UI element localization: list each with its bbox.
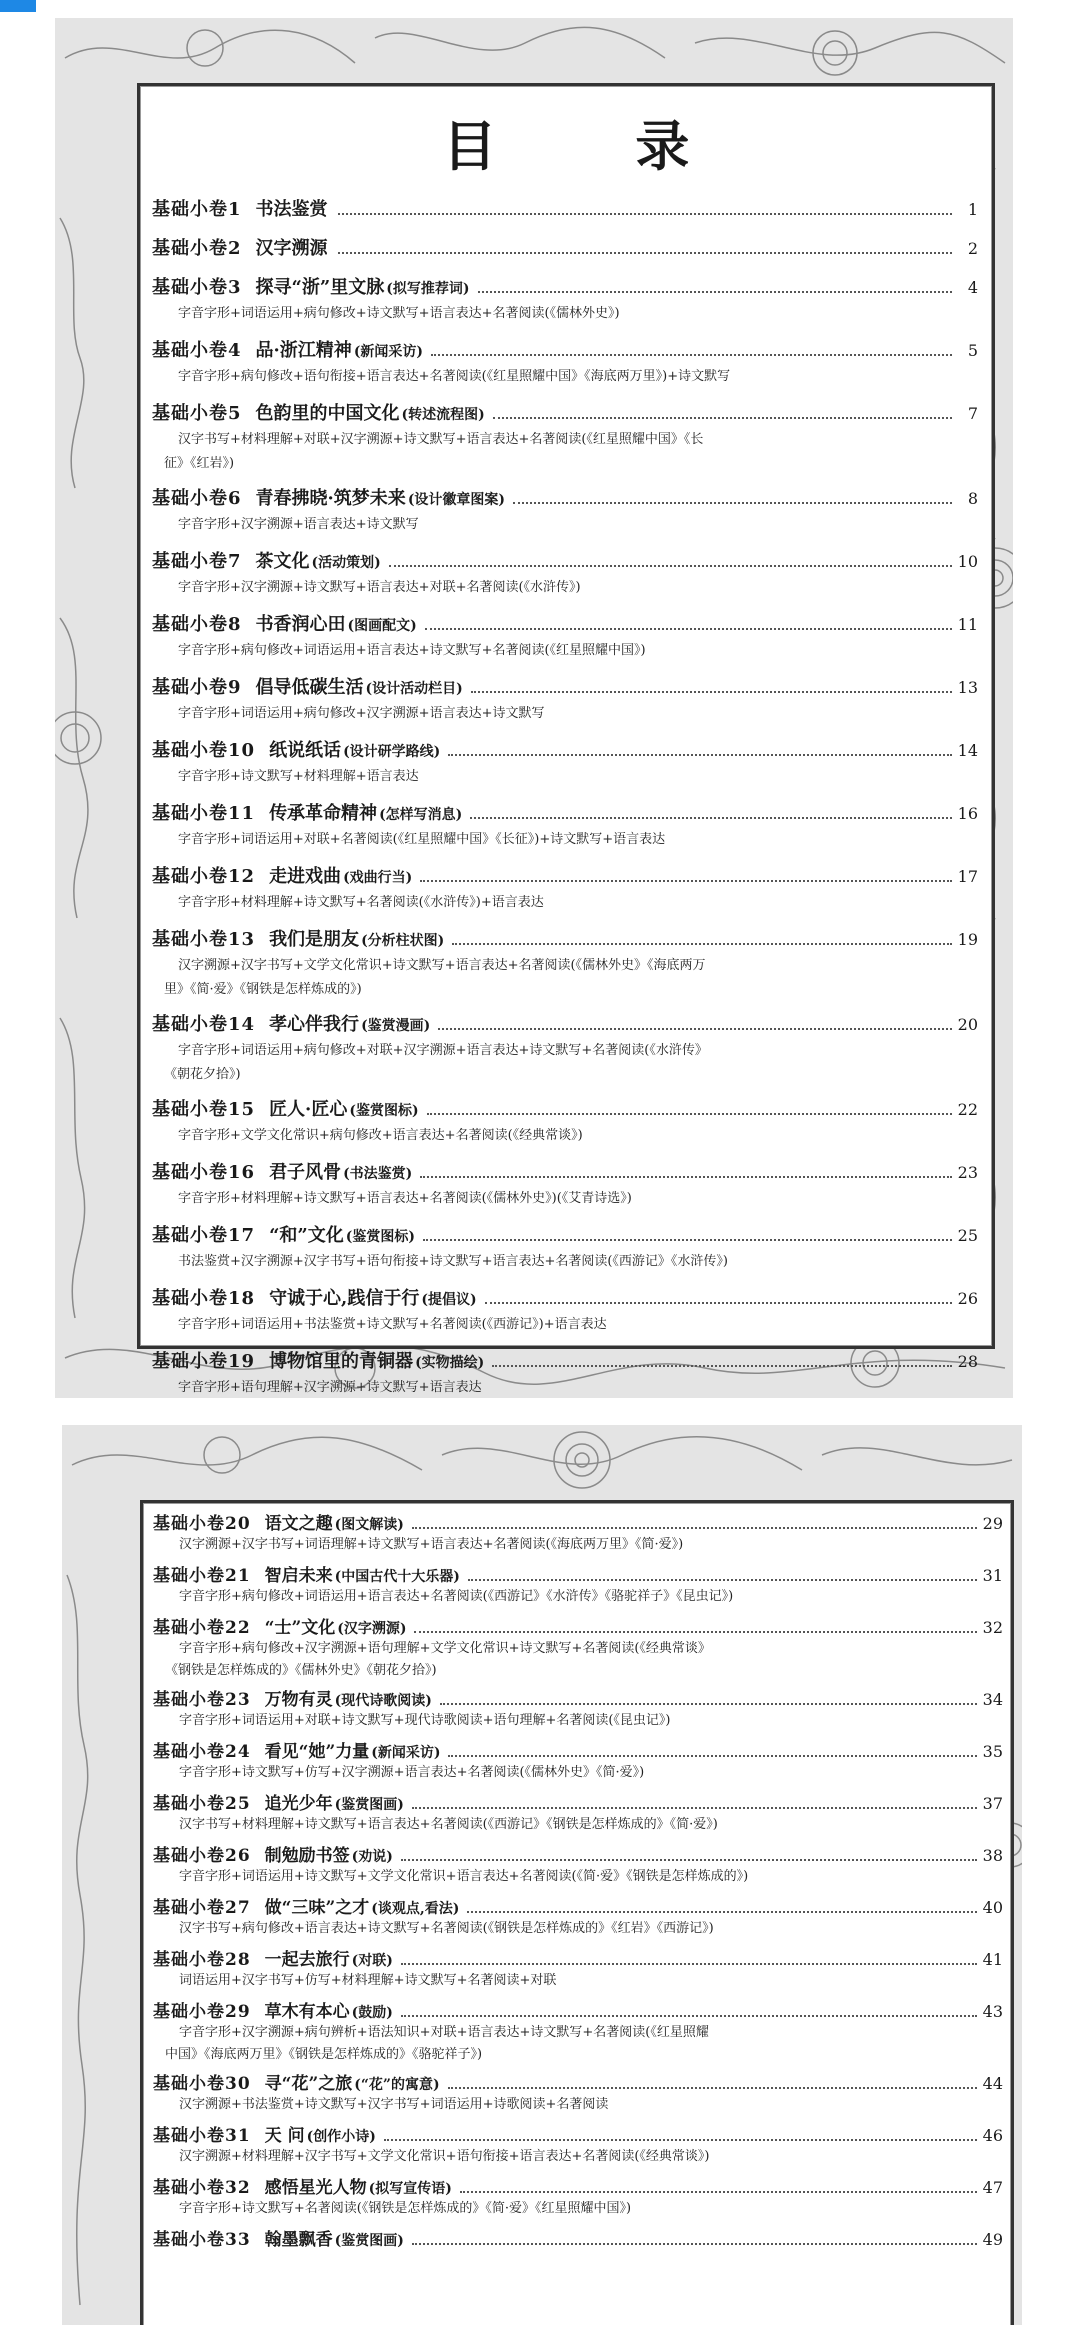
- toc-entry-label: 基础小卷8: [152, 614, 242, 635]
- toc-entry-line: [152, 273, 978, 303]
- toc-entry-title: 天 问: [264, 2126, 305, 2146]
- toc-entry-subtitle: (戏曲行当): [343, 870, 413, 886]
- toc-entry: [140, 336, 992, 399]
- toc-entry-label: 基础小卷20: [153, 1514, 251, 1534]
- dot-leader: [427, 1113, 952, 1115]
- toc-entry-page-number: 14: [957, 741, 978, 760]
- toc-entry-label: 基础小卷21: [153, 1566, 251, 1586]
- toc-entry: [143, 1893, 1011, 1945]
- dot-leader: [338, 252, 952, 254]
- dot-leader: [431, 354, 952, 356]
- toc-entry-label: 基础小卷2: [152, 238, 242, 259]
- toc-entry-detail: 中国》《海底两万里》《钢铁是怎样炼成的》《骆驼祥子》): [165, 2047, 483, 2062]
- dot-leader: [338, 213, 952, 215]
- toc-entry-line: [153, 2069, 1003, 2095]
- toc-entry: [140, 547, 992, 610]
- toc-entry-page-number: 40: [982, 1898, 1003, 1917]
- toc-panel-2: [140, 1500, 1014, 2325]
- toc-entry-page-number: 7: [967, 404, 978, 423]
- toc-entry-title: 茶文化: [255, 551, 310, 572]
- toc-entry-subtitle: (鼓励): [351, 2005, 393, 2021]
- toc-entry-subtitle: (“花”的寓意): [354, 2077, 440, 2093]
- toc-entry-detail: 字音字形+病句修改+汉字溯源+语句理解+文学文化常识+诗文默写+名著阅读(《经典常谈》: [179, 1641, 711, 1656]
- toc-panel-1: [137, 83, 995, 1395]
- toc-entry-title: 语文之趣: [264, 1514, 333, 1534]
- toc-entry-line: [152, 1347, 978, 1377]
- toc-entry-line: [153, 1841, 1003, 1867]
- toc-entry-subtitle: (鉴赏漫画): [361, 1018, 431, 1034]
- toc-entry-label: 基础小卷28: [153, 1950, 251, 1970]
- toc-entry-label: 基础小卷29: [153, 2002, 251, 2022]
- toc-entry-line: [152, 736, 978, 766]
- toc-entry: [143, 2173, 1011, 2225]
- toc-entry-page-number: 2: [967, 239, 978, 258]
- toc-entry-detail: 汉字书写+材料理解+诗文默写+语言表达+名著阅读(《西游记》《钢铁是怎样炼成的》《简·爱》): [179, 1817, 718, 1832]
- toc-entry: [143, 1737, 1011, 1789]
- toc-entry-label: 基础小卷30: [153, 2074, 251, 2094]
- dot-leader: [471, 691, 952, 693]
- dot-leader: [389, 565, 952, 567]
- toc-entry-label: 基础小卷17: [152, 1225, 256, 1246]
- toc-entry: [140, 195, 992, 234]
- toc-entry-line: [153, 2121, 1003, 2147]
- dot-leader: [485, 1302, 952, 1304]
- toc-entry-line: [152, 1095, 978, 1125]
- toc-entry-subtitle: (鉴赏图画): [334, 2233, 404, 2249]
- toc-entry-page-number: 44: [982, 2074, 1003, 2093]
- toc-entry-title: 我们是朋友: [269, 929, 360, 950]
- toc-entry-line: [153, 1509, 1003, 1535]
- toc-entry-title: 寻“花”之旅: [264, 2074, 353, 2094]
- toc-entry-page-number: 47: [982, 2178, 1003, 2197]
- toc-entry: [140, 862, 992, 925]
- toc-entry-subtitle: (鉴赏图画): [334, 1797, 404, 1813]
- dot-leader: [425, 628, 952, 630]
- toc-entry-detail: 字音字形+词语运用+书法鉴赏+诗文默写+名著阅读(《西游记》)+语言表达: [178, 1317, 607, 1332]
- toc-entry-page-number: 16: [957, 804, 978, 823]
- toc-entry-detail: 字音字形+词语运用+对联+诗文默写+现代诗歌阅读+语句理解+名著阅读(《昆虫记》): [179, 1713, 671, 1728]
- toc-entry-title: 守诚于心,践信于行: [269, 1288, 420, 1309]
- toc-entry-label: 基础小卷4: [152, 340, 242, 361]
- toc-entry-label: 基础小卷31: [153, 2126, 251, 2146]
- toc-entry-label: 基础小卷14: [152, 1014, 256, 1035]
- toc-entry-detail: 字音字形+诗文默写+名著阅读(《钢铁是怎样炼成的》《简·爱》《红星照耀中国》): [179, 2201, 632, 2216]
- dot-leader: [420, 1176, 951, 1178]
- toc-entry: [143, 1509, 1011, 1561]
- dot-leader: [401, 2015, 977, 2017]
- toc-entry-label: 基础小卷12: [152, 866, 256, 887]
- toc-entry-subtitle: (图文解读): [334, 1517, 404, 1533]
- toc-entry-title: “士”文化: [264, 1618, 336, 1638]
- dot-leader: [493, 417, 952, 419]
- toc-entry-label: 基础小卷24: [153, 1742, 251, 1762]
- toc-entry-title: “和”文化: [269, 1225, 344, 1246]
- toc-entry-title: 看见“她”力量: [264, 1742, 370, 1762]
- toc-entry-page-number: 11: [957, 615, 978, 634]
- toc-entry-subtitle: (分析柱状图): [361, 933, 445, 949]
- toc-entry-page-number: 22: [957, 1100, 978, 1119]
- toc-entry-subtitle: (鉴赏图标): [349, 1103, 419, 1119]
- toc-entry-title: 走进戏曲: [269, 866, 342, 887]
- toc-entry-page-number: 4: [967, 278, 978, 297]
- toc-entry-line: [152, 336, 978, 366]
- toc-entry-subtitle: (设计研学路线): [343, 744, 441, 760]
- toc-entry: [143, 1561, 1011, 1613]
- toc-entry-page-number: 46: [982, 2126, 1003, 2145]
- toc-entry-title: 书香润心田: [255, 614, 346, 635]
- toc-list-1: [140, 195, 992, 1398]
- toc-entry-detail: 字音字形+材料理解+诗文默写+语言表达+名著阅读(《儒林外史》)(《艾青诗选》): [178, 1191, 632, 1206]
- scan-page-1: [55, 18, 1013, 1398]
- toc-entry-page-number: 38: [982, 1846, 1003, 1865]
- toc-entry-label: 基础小卷7: [152, 551, 242, 572]
- toc-entry-line: [153, 1685, 1003, 1711]
- toc-entry-line: [152, 1221, 978, 1251]
- toc-entry-detail: 字音字形+材料理解+诗文默写+名著阅读(《水浒传》)+语言表达: [178, 895, 544, 910]
- toc-entry-title: 汉字溯源: [255, 238, 328, 259]
- toc-entry-subtitle: (新闻采访): [371, 1745, 441, 1761]
- toc-entry-title: 书法鉴赏: [255, 199, 328, 220]
- toc-entry: [140, 736, 992, 799]
- toc-entry-subtitle: (转述流程图): [401, 407, 485, 423]
- toc-entry-page-number: 20: [957, 1015, 978, 1034]
- toc-entry-detail: 字音字形+文学文化常识+病句修改+语言表达+名著阅读(《经典常谈》): [178, 1128, 583, 1143]
- toc-entry-title: 匠人·匠心: [269, 1099, 348, 1120]
- dot-leader: [412, 2243, 977, 2245]
- toc-entry: [140, 1158, 992, 1221]
- toc-entry: [140, 399, 992, 484]
- toc-entry: [140, 925, 992, 1010]
- dot-leader: [412, 1807, 977, 1809]
- toc-entry: [143, 1685, 1011, 1737]
- toc-entry-label: 基础小卷16: [152, 1162, 256, 1183]
- toc-entry-page-number: 31: [982, 1566, 1003, 1585]
- toc-entry-label: 基础小卷6: [152, 488, 242, 509]
- dot-leader: [414, 1631, 976, 1633]
- toc-entry-page-number: 17: [957, 867, 978, 886]
- toc-entry: [143, 2225, 1011, 2255]
- toc-entry: [140, 273, 992, 336]
- toc-entry-label: 基础小卷1: [152, 199, 242, 220]
- toc-entry-subtitle: (活动策划): [311, 555, 381, 571]
- toc-entry-detail: 汉字溯源+材料理解+汉字书写+文学文化常识+语句衔接+语言表达+名著阅读(《经典常谈》): [179, 2149, 710, 2164]
- toc-entry-line: [153, 2173, 1003, 2199]
- toc-entry-line: [153, 1737, 1003, 1763]
- dot-leader: [492, 1365, 951, 1367]
- scan-page-2: [62, 1425, 1022, 2325]
- toc-entry: [143, 1997, 1011, 2069]
- dot-leader: [438, 1028, 951, 1030]
- toc-entry: [140, 1284, 992, 1347]
- toc-entry-label: 基础小卷10: [152, 740, 256, 761]
- toc-entry-title: 追光少年: [264, 1794, 333, 1814]
- toc-entry-title: 品·浙江精神: [255, 340, 352, 361]
- toc-entry-detail: 字音字形+诗文默写+材料理解+语言表达: [178, 769, 419, 784]
- toc-list-2: [143, 1509, 1011, 2255]
- toc-entry-title: 做“三味”之才: [264, 1898, 370, 1918]
- toc-entry-title: 色韵里的中国文化: [255, 403, 400, 424]
- toc-entry-label: 基础小卷23: [153, 1690, 251, 1710]
- toc-entry: [140, 1095, 992, 1158]
- dot-leader: [412, 1527, 977, 1529]
- toc-entry-label: 基础小卷22: [153, 1618, 251, 1638]
- toc-entry-subtitle: (鉴赏图标): [345, 1229, 416, 1245]
- toc-entry-detail: 字音字形+汉字溯源+语言表达+诗文默写: [178, 517, 419, 532]
- dot-leader: [423, 1239, 952, 1241]
- toc-entry-label: 基础小卷18: [152, 1288, 256, 1309]
- toc-entry-subtitle: (谈观点,看法): [371, 1901, 460, 1917]
- toc-entry-label: 基础小卷27: [153, 1898, 251, 1918]
- toc-entry-detail: 字音字形+词语运用+病句修改+汉字溯源+语言表达+诗文默写: [178, 706, 545, 721]
- toc-entry-detail: 征》《红岩》): [164, 456, 235, 471]
- toc-entry-line: [153, 1893, 1003, 1919]
- toc-entry-page-number: 5: [967, 341, 978, 360]
- toc-entry-line: [153, 1613, 1003, 1639]
- dot-leader: [460, 2191, 977, 2193]
- toc-entry-page-number: 35: [982, 1742, 1003, 1761]
- toc-entry-subtitle: (拟写宣传语): [368, 2181, 452, 2197]
- toc-entry: [140, 234, 992, 273]
- toc-entry-label: 基础小卷32: [153, 2178, 251, 2198]
- toc-entry-line: [152, 610, 978, 640]
- toc-entry-page-number: 1: [967, 200, 978, 219]
- toc-entry-page-number: 34: [982, 1690, 1003, 1709]
- dot-leader: [452, 943, 951, 945]
- toc-entry-title: 一起去旅行: [264, 1950, 350, 1970]
- toc-entry-title: 倡导低碳生活: [255, 677, 364, 698]
- toc-entry-line: [152, 799, 978, 829]
- toc-entry: [143, 1841, 1011, 1893]
- toc-entry-detail: 汉字溯源+书法鉴赏+诗文默写+汉字书写+词语运用+诗歌阅读+名著阅读: [179, 2097, 609, 2112]
- toc-entry: [140, 484, 992, 547]
- dot-leader: [401, 1859, 977, 1861]
- toc-entry-detail: 字音字形+词语运用+对联+名著阅读(《红星照耀中国》《长征》)+诗文默写+语言表达: [178, 832, 666, 847]
- toc-entry-title: 孝心伴我行: [269, 1014, 360, 1035]
- toc-entry-subtitle: (提倡议): [421, 1292, 477, 1308]
- toc-entry-detail: 字音字形+词语运用+病句修改+对联+汉字溯源+语言表达+诗文默写+名著阅读(《水浒传》: [178, 1043, 708, 1058]
- toc-entry-page-number: 25: [957, 1226, 978, 1245]
- toc-entry-detail: 字音字形+病句修改+词语运用+语言表达+名著阅读(《西游记》《水浒传》《骆驼祥子》《昆虫记》): [179, 1589, 734, 1604]
- toc-entry-detail: 字音字形+汉字溯源+病句辨析+语法知识+对联+语言表达+诗文默写+名著阅读(《红星照耀: [179, 2025, 709, 2040]
- dot-leader: [467, 1911, 976, 1913]
- toc-entry-subtitle: (现代诗歌阅读): [334, 1693, 432, 1709]
- toc-entry-label: 基础小卷3: [152, 277, 242, 298]
- dot-leader: [478, 291, 953, 293]
- toc-entry-line: [152, 547, 978, 577]
- dot-leader: [470, 817, 951, 819]
- toc-entry-title: 传承革命精神: [269, 803, 378, 824]
- toc-entry-subtitle: (对联): [351, 1953, 393, 1969]
- toc-entry-line: [153, 1945, 1003, 1971]
- toc-entry-subtitle: (新闻采访): [353, 344, 424, 360]
- toc-entry-detail: 字音字形+病句修改+词语运用+语言表达+诗文默写+名著阅读(《红星照耀中国》): [178, 643, 646, 658]
- toc-entry-detail: 汉字溯源+汉字书写+词语理解+诗文默写+语言表达+名著阅读(《海底两万里》《简·爱》): [179, 1537, 684, 1552]
- toc-entry-line: [152, 1010, 978, 1040]
- dot-leader: [513, 502, 952, 504]
- toc-entry-page-number: 32: [982, 1618, 1003, 1637]
- toc-entry: [140, 673, 992, 736]
- toc-entry-title: 探寻“浙”里文脉: [255, 277, 385, 298]
- toc-entry-subtitle: (设计活动栏目): [365, 681, 463, 697]
- toc-entry-label: 基础小卷15: [152, 1099, 256, 1120]
- toc-entry-detail: 《朝花夕拾》): [164, 1067, 241, 1082]
- toc-entry-title: 万物有灵: [264, 1690, 333, 1710]
- toc-entry: [143, 1613, 1011, 1685]
- toc-entry: [140, 1221, 992, 1284]
- toc-entry-subtitle: (图画配文): [347, 618, 417, 634]
- toc-entry-page-number: 28: [957, 1352, 978, 1371]
- toc-entry: [143, 1789, 1011, 1841]
- toc-entry-page-number: 41: [982, 1950, 1003, 1969]
- toc-entry-detail: 词语运用+汉字书写+仿写+材料理解+诗文默写+名著阅读+对联: [179, 1973, 557, 1988]
- toc-entry-detail: 字音字形+词语运用+诗文默写+文学文化常识+语言表达+名著阅读(《简·爱》《钢铁是怎样炼成的》): [179, 1869, 749, 1884]
- toc-entry-line: [152, 1158, 978, 1188]
- toc-entry-line: [153, 1789, 1003, 1815]
- toc-entry-subtitle: (书法鉴赏): [343, 1166, 413, 1182]
- toc-entry-detail: 字音字形+病句修改+语句衔接+语言表达+名著阅读(《红星照耀中国》《海底两万里》)+诗文默写: [178, 369, 731, 384]
- toc-entry-line: [153, 2225, 1003, 2251]
- dot-leader: [401, 1963, 977, 1965]
- toc-entry-title: 青春拂晓·筑梦未来: [255, 488, 406, 509]
- toc-entry-detail: 汉字书写+材料理解+对联+汉字溯源+诗文默写+语言表达+名著阅读(《红星照耀中国》《长: [178, 432, 704, 447]
- toc-entry-label: 基础小卷11: [152, 803, 256, 824]
- toc-entry-label: 基础小卷33: [153, 2230, 251, 2250]
- toc-entry-subtitle: (汉字溯源): [337, 1621, 407, 1637]
- toc-entry-title: 草木有本心: [264, 2002, 350, 2022]
- toc-entry-subtitle: (拟写推荐词): [386, 281, 470, 297]
- toc-entry-label: 基础小卷9: [152, 677, 242, 698]
- dot-leader: [384, 2139, 977, 2141]
- toc-entry-line: [153, 1997, 1003, 2023]
- toc-entry-title: 感悟星光人物: [264, 2178, 367, 2198]
- dot-leader: [420, 880, 951, 882]
- toc-entry-detail: 书法鉴赏+汉字溯源+汉字书写+语句衔接+诗文默写+语言表达+名著阅读(《西游记》《水浒传》): [178, 1254, 728, 1269]
- toc-entry-line: [152, 234, 978, 264]
- toc-entry-subtitle: (设计徽章图案): [407, 492, 506, 508]
- toc-entry-page-number: 10: [957, 552, 978, 571]
- toc-entry-line: [152, 399, 978, 429]
- toc-entry-title: 制勉励书签: [264, 1846, 350, 1866]
- toc-entry-label: 基础小卷13: [152, 929, 256, 950]
- toc-entry-detail: 里》《简·爱》《钢铁是怎样炼成的》): [164, 982, 362, 997]
- toc-entry-detail: 汉字溯源+汉字书写+文学文化常识+诗文默写+语言表达+名著阅读(《儒林外史》《海底两万: [178, 958, 706, 973]
- toc-entry-subtitle: (创作小诗): [306, 2129, 376, 2145]
- toc-entry-page-number: 8: [967, 489, 978, 508]
- toc-title: 目 录: [442, 114, 750, 178]
- toc-entry-page-number: 49: [982, 2230, 1003, 2249]
- toc-entry-detail: 字音字形+语句理解+汉字溯源+诗文默写+语言表达: [178, 1380, 482, 1395]
- toc-entry-line: [152, 925, 978, 955]
- top-accent-tab: [0, 0, 36, 12]
- toc-entry: [143, 2121, 1011, 2173]
- toc-entry-line: [152, 673, 978, 703]
- toc-entry-page-number: 19: [957, 930, 978, 949]
- toc-entry-line: [152, 862, 978, 892]
- toc-entry: [140, 799, 992, 862]
- dot-leader: [468, 1579, 977, 1581]
- toc-entry-line: [152, 195, 978, 225]
- toc-entry-detail: 字音字形+词语运用+病句修改+诗文默写+语言表达+名著阅读(《儒林外史》): [178, 306, 620, 321]
- toc-entry-page-number: 26: [957, 1289, 978, 1308]
- toc-entry: [140, 1010, 992, 1095]
- toc-entry-line: [153, 1561, 1003, 1587]
- toc-entry-title: 博物馆里的青铜器: [269, 1351, 414, 1372]
- toc-entry-label: 基础小卷26: [153, 1846, 251, 1866]
- toc-entry-page-number: 23: [957, 1163, 978, 1182]
- toc-entry-label: 基础小卷19: [152, 1351, 256, 1372]
- toc-entry-title: 君子风骨: [269, 1162, 342, 1183]
- toc-entry-label: 基础小卷5: [152, 403, 242, 424]
- toc-entry-page-number: 37: [982, 1794, 1003, 1813]
- toc-entry-subtitle: (怎样写消息): [379, 807, 463, 823]
- toc-entry-detail: 字音字形+诗文默写+仿写+汉字溯源+语言表达+名著阅读(《儒林外史》《简·爱》): [179, 1765, 645, 1780]
- toc-entry: [143, 2069, 1011, 2121]
- toc-entry-detail: 汉字书写+病句修改+语言表达+诗文默写+名著阅读(《钢铁是怎样炼成的》《红岩》《西游记》): [179, 1921, 714, 1936]
- toc-entry-label: 基础小卷25: [153, 1794, 251, 1814]
- toc-entry-page-number: 29: [982, 1514, 1003, 1533]
- dot-leader: [448, 754, 951, 756]
- toc-entry-detail: 字音字形+汉字溯源+诗文默写+语言表达+对联+名著阅读(《水浒传》): [178, 580, 581, 595]
- toc-entry-subtitle: (实物描绘): [415, 1355, 485, 1371]
- toc-entry-subtitle: (中国古代十大乐器): [334, 1569, 460, 1585]
- toc-entry-subtitle: (劝说): [351, 1849, 393, 1865]
- toc-entry-line: [152, 1284, 978, 1314]
- toc-entry: [143, 1945, 1011, 1997]
- dot-leader: [448, 2087, 977, 2089]
- toc-entry-line: [152, 484, 978, 514]
- dot-leader: [448, 1755, 976, 1757]
- toc-entry-page-number: 43: [982, 2002, 1003, 2021]
- toc-entry: [140, 1347, 992, 1398]
- dot-leader: [440, 1703, 977, 1705]
- toc-entry-page-number: 13: [957, 678, 978, 697]
- toc-entry-title: 纸说纸话: [269, 740, 342, 761]
- toc-entry-detail: 《钢铁是怎样炼成的》《儒林外史》《朝花夕拾》): [165, 1663, 437, 1678]
- toc-entry: [140, 610, 992, 673]
- toc-entry-title: 翰墨飘香: [264, 2230, 333, 2250]
- toc-entry-title: 智启未来: [264, 1566, 333, 1586]
